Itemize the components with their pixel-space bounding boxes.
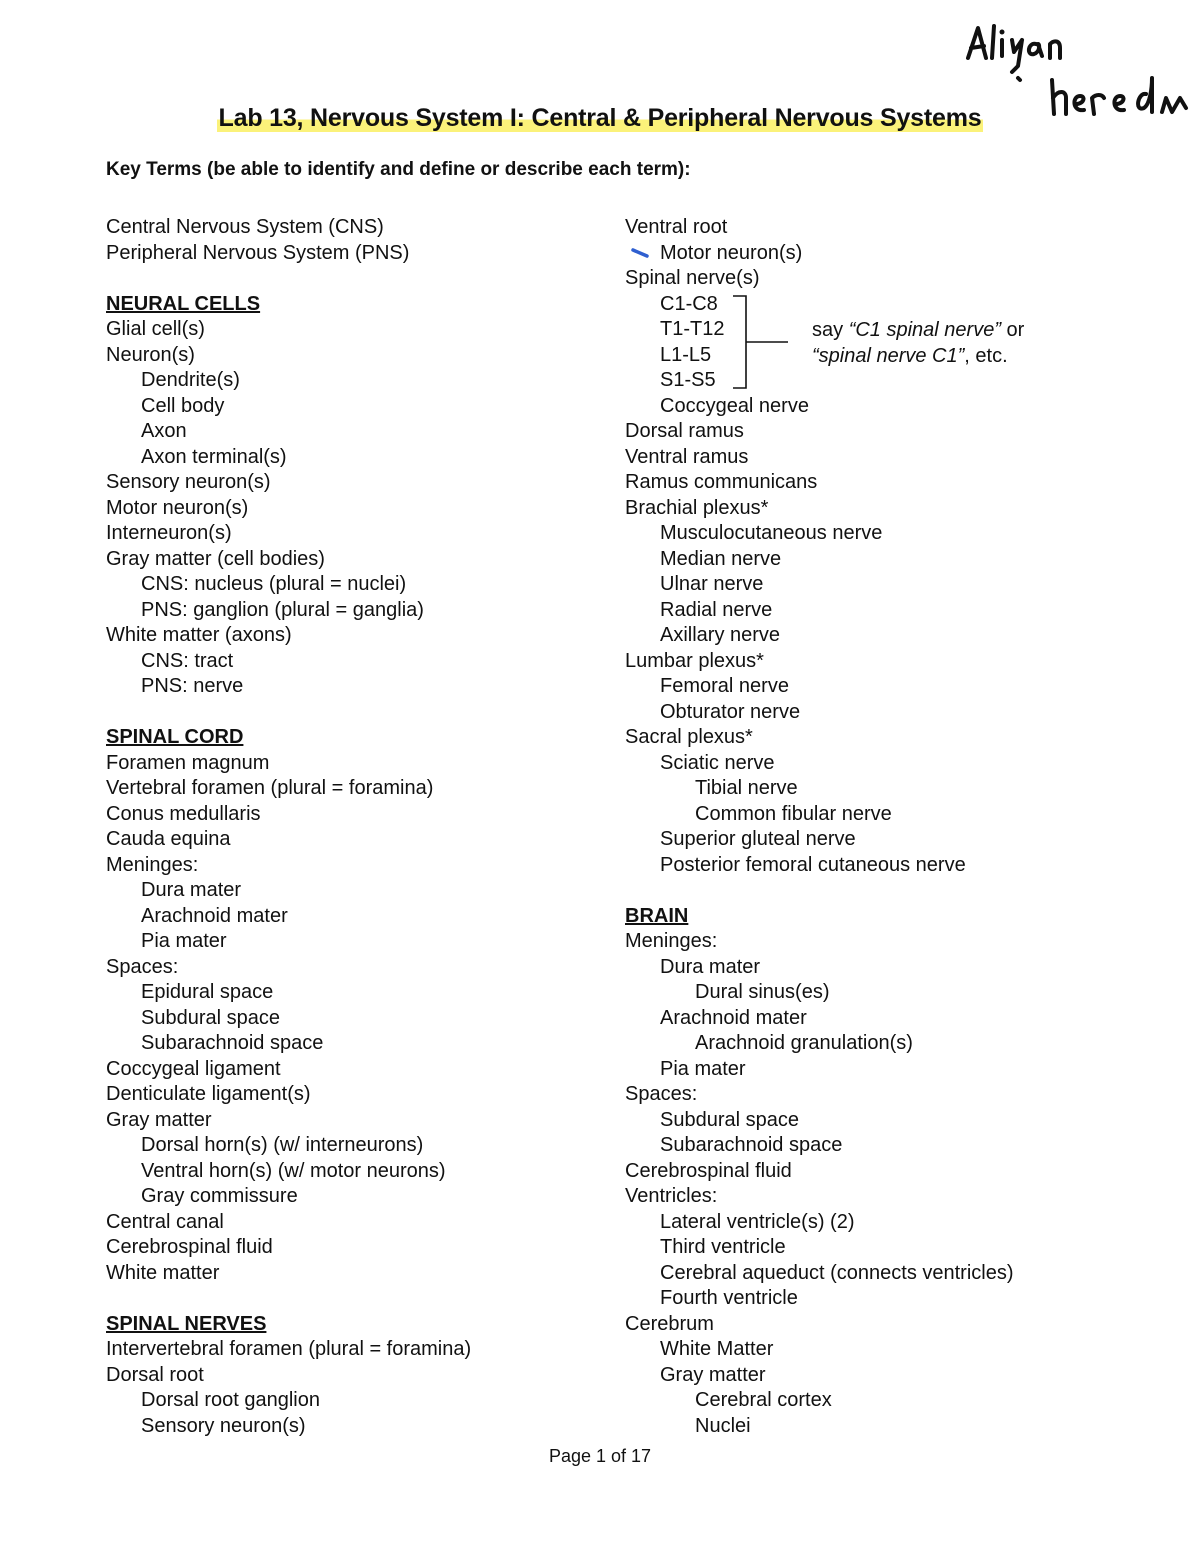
handwritten-signature (958, 18, 1190, 118)
term-text: Subarachnoid space (660, 1134, 843, 1156)
section-heading (106, 1312, 606, 1338)
term-text: Sciatic nerve (660, 751, 775, 774)
term-text: Arachnoid mater (660, 1006, 807, 1029)
term-text: Axon terminal(s) (141, 445, 287, 468)
term-item (106, 929, 606, 955)
term-item (106, 419, 606, 445)
term-item (625, 1235, 1165, 1261)
term-text: Sensory neuron(s) (141, 1414, 306, 1437)
spinal-nerve-naming-note (812, 318, 1024, 369)
note-say: say (812, 319, 849, 341)
term-text: Ulnar nerve (660, 573, 764, 595)
left-column-term-list (106, 215, 606, 1439)
term-item (106, 649, 606, 675)
term-text: Musculocutaneous nerve (660, 522, 883, 544)
term-item (106, 776, 606, 802)
term-item (106, 317, 606, 343)
term-text: Subdural space (660, 1108, 799, 1131)
section-heading-text: SPINAL CORD (106, 726, 244, 748)
term-text: Pia mater (660, 1057, 746, 1080)
term-item (625, 623, 1165, 649)
term-text: PNS: nerve (141, 675, 244, 697)
term-item (625, 1031, 1165, 1057)
term-item (625, 980, 1165, 1006)
term-item (106, 853, 606, 879)
term-text: Ramus communicans (625, 471, 818, 493)
term-text: Dorsal root (106, 1363, 204, 1386)
term-text: Ventral ramus (625, 445, 749, 468)
term-item (625, 394, 1165, 420)
term-item (106, 1388, 606, 1414)
term-item (625, 955, 1165, 981)
term-item (625, 1363, 1165, 1389)
term-item (625, 1261, 1165, 1287)
term-text: Fourth ventricle (660, 1287, 798, 1309)
term-item (625, 1159, 1165, 1185)
note-quote-1: “C1 spinal nerve” (848, 319, 1001, 341)
term-text: Tibial nerve (695, 777, 798, 799)
term-text: Motor neuron(s) (106, 496, 249, 519)
term-item (625, 929, 1165, 955)
term-item (625, 1184, 1165, 1210)
term-text: Gray matter (cell bodies) (106, 547, 325, 570)
term-item (106, 343, 606, 369)
term-item (625, 292, 1165, 318)
term-text: Third ventricle (660, 1236, 786, 1258)
term-item (625, 419, 1165, 445)
term-text: Dendrite(s) (141, 369, 240, 391)
term-item (625, 598, 1165, 624)
term-text: Meninges: (106, 853, 199, 876)
term-text: Central canal (106, 1210, 224, 1233)
term-text: Spaces: (106, 955, 179, 978)
term-text: Central Nervous System (CNS) (106, 216, 384, 238)
term-text: Meninges: (625, 930, 718, 952)
term-item (106, 521, 606, 547)
term-item (625, 1414, 1165, 1440)
term-item (625, 1133, 1165, 1159)
note-etc: , etc. (964, 344, 1008, 367)
term-text: Sensory neuron(s) (106, 471, 271, 493)
term-text: Gray matter (660, 1363, 766, 1386)
term-item (625, 215, 1165, 241)
spinal-nerve-bracket (730, 294, 800, 390)
term-item (106, 1337, 606, 1363)
term-item (625, 751, 1165, 777)
term-text: Dorsal ramus (625, 420, 744, 442)
term-item (625, 496, 1165, 522)
term-text: Foramen magnum (106, 751, 270, 774)
term-item (625, 547, 1165, 573)
term-text: Arachnoid mater (141, 904, 288, 927)
signature-dot (1000, 30, 1005, 35)
term-text: Subarachnoid space (141, 1032, 324, 1054)
term-item (106, 215, 606, 241)
blank-line (106, 700, 606, 726)
term-text: White matter (106, 1261, 220, 1284)
term-item (106, 547, 606, 573)
term-item (625, 1388, 1165, 1414)
term-text: C1-C8 (660, 292, 718, 315)
section-heading-text: NEURAL CELLS (106, 292, 261, 315)
term-item (625, 1082, 1165, 1108)
term-text: Axon (141, 420, 187, 442)
term-text: Motor neuron(s) (660, 241, 803, 264)
term-item (106, 1414, 606, 1440)
term-text: Nuclei (695, 1414, 751, 1437)
term-item (106, 751, 606, 777)
term-text: Common fibular nerve (695, 802, 892, 825)
term-text: T1-T12 (660, 318, 725, 340)
term-item (625, 674, 1165, 700)
term-text: White Matter (660, 1338, 774, 1360)
term-item (625, 1312, 1165, 1338)
term-item (106, 955, 606, 981)
term-item (106, 572, 606, 598)
term-item (625, 572, 1165, 598)
term-item (106, 598, 606, 624)
term-text: Cerebrospinal fluid (625, 1159, 792, 1182)
section-heading (625, 904, 1165, 930)
term-item (106, 496, 606, 522)
term-text: Cerebral cortex (695, 1389, 832, 1411)
key-terms-instructions: Key Terms (be able to identify and define or describe each term): (106, 159, 691, 180)
term-item (625, 853, 1165, 879)
section-heading-text: BRAIN (625, 904, 689, 927)
term-item (106, 878, 606, 904)
term-text: Posterior femoral cutaneous nerve (660, 853, 966, 876)
term-text: Epidural space (141, 981, 274, 1003)
note-quote-2: “spinal nerve C1” (812, 344, 965, 367)
term-item (106, 445, 606, 471)
term-text: Spaces: (625, 1083, 698, 1105)
term-text: Gray matter (106, 1108, 212, 1131)
term-text: Ventricles: (625, 1185, 718, 1207)
term-item (106, 1108, 606, 1134)
term-item (625, 827, 1165, 853)
term-item (106, 1082, 606, 1108)
term-item (106, 674, 606, 700)
term-item (106, 623, 606, 649)
term-text: Brachial plexus* (625, 496, 769, 519)
term-item (106, 904, 606, 930)
term-item (625, 1286, 1165, 1312)
term-text: Subdural space (141, 1006, 280, 1029)
term-item (625, 802, 1165, 828)
term-item (106, 368, 606, 394)
term-text: S1-S5 (660, 369, 716, 391)
term-text: Median nerve (660, 547, 782, 570)
term-item (106, 1006, 606, 1032)
term-text: Lateral ventricle(s) (2) (660, 1210, 855, 1233)
term-item (625, 445, 1165, 471)
term-item (625, 1337, 1165, 1363)
term-text: CNS: nucleus (plural = nuclei) (141, 573, 407, 595)
term-item (106, 1235, 606, 1261)
term-text: Denticulate ligament(s) (106, 1083, 311, 1105)
term-item (106, 802, 606, 828)
term-item (625, 241, 1165, 267)
term-item (625, 700, 1165, 726)
term-item (106, 1159, 606, 1185)
term-text: Ventral root (625, 216, 728, 238)
section-heading-text: SPINAL NERVES (106, 1312, 267, 1335)
term-item (625, 521, 1165, 547)
blank-line (625, 878, 1165, 904)
term-item (106, 470, 606, 496)
term-text: Cauda equina (106, 828, 231, 850)
term-text: L1-L5 (660, 343, 712, 366)
document-title (0, 104, 1200, 133)
term-item (625, 776, 1165, 802)
term-text: Cerebrum (625, 1312, 714, 1335)
term-text: Pia mater (141, 930, 227, 952)
term-text: Spinal nerve(s) (625, 267, 760, 289)
note-or: or (1000, 319, 1025, 341)
term-text: Coccygeal ligament (106, 1057, 281, 1080)
term-text: White matter (axons) (106, 624, 292, 646)
term-item (625, 1006, 1165, 1032)
term-text: Cerebrospinal fluid (106, 1236, 273, 1258)
term-item (625, 649, 1165, 675)
document-title-text: Lab 13, Nervous System I: Central & Peripheral Nervous Systems (218, 104, 982, 132)
term-item (625, 470, 1165, 496)
term-text: Sacral plexus* (625, 726, 753, 748)
section-heading (106, 725, 606, 751)
term-text: Lumbar plexus* (625, 649, 764, 672)
term-text: Dura mater (660, 955, 761, 978)
term-item (106, 394, 606, 420)
term-text: Gray commissure (141, 1185, 298, 1207)
term-item (625, 725, 1165, 751)
term-text: Dorsal root ganglion (141, 1389, 320, 1411)
term-text: Axillary nerve (660, 624, 781, 646)
term-text: Ventral horn(s) (w/ motor neurons) (141, 1159, 446, 1182)
term-text: Vertebral foramen (plural = foramina) (106, 777, 434, 799)
term-text: Glial cell(s) (106, 318, 205, 340)
blank-line (106, 1286, 606, 1312)
section-heading (106, 292, 606, 318)
term-text: CNS: tract (141, 649, 234, 672)
term-item (625, 368, 1165, 394)
term-item (106, 1261, 606, 1287)
term-item (106, 1363, 606, 1389)
term-text: Intervertebral foramen (plural = foramina) (106, 1338, 472, 1360)
blue-check-mark-icon (631, 248, 651, 258)
term-text: Superior gluteal nerve (660, 828, 856, 850)
term-item (106, 1057, 606, 1083)
term-item (625, 1210, 1165, 1236)
term-item (106, 1031, 606, 1057)
term-text: Cerebral aqueduct (connects ventricles) (660, 1261, 1014, 1284)
term-text: PNS: ganglion (plural = ganglia) (141, 598, 424, 621)
term-item (106, 1210, 606, 1236)
term-text: Femoral nerve (660, 675, 789, 697)
term-text: Interneuron(s) (106, 522, 232, 544)
term-text: Dural sinus(es) (695, 981, 830, 1003)
term-item (625, 1108, 1165, 1134)
term-text: Arachnoid granulation(s) (695, 1032, 913, 1054)
term-text: Dura mater (141, 879, 242, 901)
term-text: Radial nerve (660, 598, 773, 621)
term-text: Coccygeal nerve (660, 394, 809, 417)
term-item (625, 266, 1165, 292)
term-text: Conus medullaris (106, 802, 261, 825)
term-text: Peripheral Nervous System (PNS) (106, 241, 410, 264)
term-item (106, 241, 606, 267)
term-item (106, 1133, 606, 1159)
term-item (106, 1184, 606, 1210)
page-number: Page 1 of 17 (548, 1446, 652, 1466)
term-text: Cell body (141, 394, 225, 417)
term-text: Obturator nerve (660, 700, 801, 723)
term-item (625, 1057, 1165, 1083)
blank-line (106, 266, 606, 292)
term-text: Dorsal horn(s) (w/ interneurons) (141, 1134, 424, 1156)
term-item (106, 980, 606, 1006)
right-column-term-list (625, 215, 1165, 1439)
term-item (106, 827, 606, 853)
term-text: Neuron(s) (106, 343, 195, 366)
